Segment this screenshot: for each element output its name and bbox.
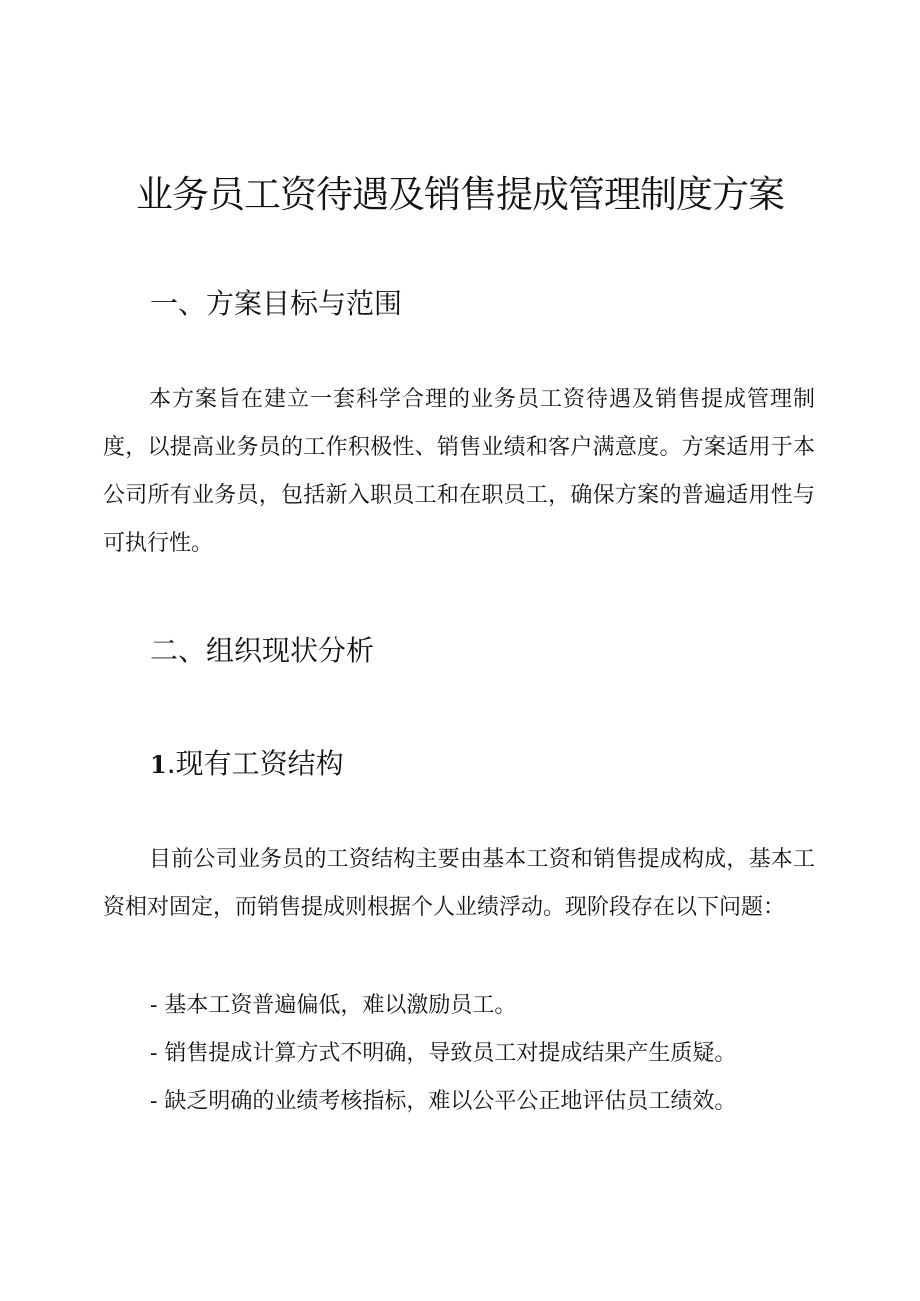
document-title: 业务员工资待遇及销售提成管理制度方案 [136, 173, 784, 216]
subsection-title: .现有工资结构 [166, 747, 344, 780]
subsection-paragraph-salary-structure: 目前公司业务员的工资结构主要由基本工资和销售提成构成，基本工资相对固定，而销售提成则根据个人业绩浮动。现阶段存在以下问题： [103, 847, 815, 920]
list-item: - 销售提成计算方式不明确，导致员工对提成结果产生质疑。 [150, 1041, 737, 1066]
subsection-heading-salary-structure [150, 742, 344, 787]
list-item: - 缺乏明确的业绩考核指标，难以公平公正地评估员工绩效。 [150, 1089, 737, 1114]
list-item: - 基本工资普遍偏低，难以激励员工。 [150, 993, 517, 1018]
section-heading-current-analysis: 二、组织现状分析 [150, 634, 375, 667]
section-paragraph-goals-scope: 本方案旨在建立一套科学合理的业务员工资待遇及销售提成管理制度，以提高业务员的工作积极性、销售业绩和客户满意度。方案适用于本公司所有业务员，包括新入职员工和在职员工，确保方案的普遍适用性与可执行性。 [103, 387, 815, 556]
section-heading-goals-scope: 一、方案目标与范围 [150, 287, 403, 320]
subsection-number: 1 [150, 750, 167, 779]
